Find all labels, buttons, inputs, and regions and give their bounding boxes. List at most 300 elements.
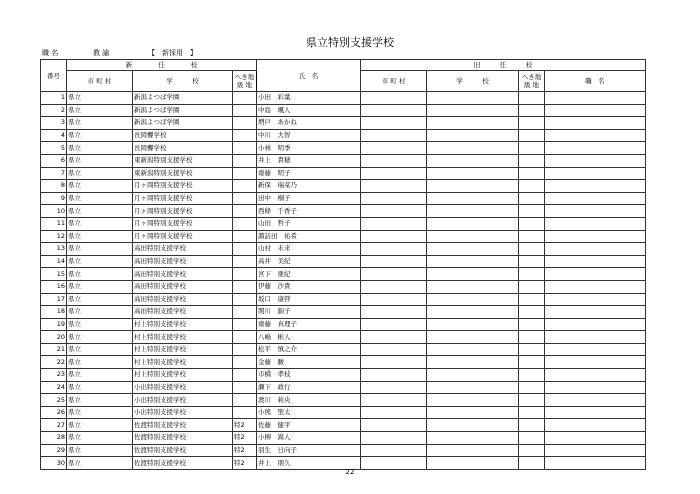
row-number: 4 (41, 129, 67, 142)
row-old-position (545, 104, 646, 117)
row-old-position (545, 142, 646, 155)
row-name: 伊藤 沙貴 (257, 280, 361, 293)
row-city: 県立 (67, 255, 133, 268)
row-old-position (545, 419, 646, 432)
row-city: 県立 (67, 369, 133, 382)
row-old-remote (519, 180, 545, 193)
row-old-city (361, 243, 427, 256)
row-city: 県立 (67, 457, 133, 470)
row-old-remote (519, 306, 545, 319)
row-city: 県立 (67, 180, 133, 193)
table-row (41, 406, 646, 419)
header-new-school-group: 新 任 校 (67, 60, 257, 71)
row-old-position (545, 180, 646, 193)
row-number: 19 (41, 318, 67, 331)
row-old-city (361, 230, 427, 243)
row-city: 県立 (67, 432, 133, 445)
row-old-city (361, 280, 427, 293)
header-old-city: 市 町 村 (361, 71, 427, 92)
row-city: 県立 (67, 205, 133, 218)
row-name: 小熊 聖太 (257, 406, 361, 419)
row-remote (233, 142, 257, 155)
row-number: 11 (41, 217, 67, 230)
row-old-city (361, 419, 427, 432)
row-city: 県立 (67, 117, 133, 130)
row-old-school (427, 205, 519, 218)
row-school: 新潟よつば学園 (133, 117, 233, 130)
row-name: 田中 桐子 (257, 192, 361, 205)
row-remote (233, 217, 257, 230)
row-name: 齋藤 明子 (257, 167, 361, 180)
row-old-remote (519, 255, 545, 268)
row-old-city (361, 129, 427, 142)
table-row (41, 243, 646, 256)
row-old-city (361, 394, 427, 407)
row-old-position (545, 205, 646, 218)
row-city: 県立 (67, 154, 133, 167)
row-old-position (545, 306, 646, 319)
row-name: 八嶋 彬人 (257, 331, 361, 344)
row-old-position (545, 331, 646, 344)
row-old-remote (519, 117, 545, 130)
row-old-school (427, 432, 519, 445)
header-old-remote: へき地 級 地 (519, 71, 545, 92)
row-name: 中川 大智 (257, 129, 361, 142)
table-row (41, 394, 646, 407)
row-old-position (545, 444, 646, 457)
row-old-remote (519, 217, 545, 230)
row-school: 長岡聾学校 (133, 142, 233, 155)
row-number: 25 (41, 394, 67, 407)
row-old-remote (519, 230, 545, 243)
row-number: 7 (41, 167, 67, 180)
row-old-school (427, 419, 519, 432)
row-name: 新保 瑞菜乃 (257, 180, 361, 193)
row-name: 宮下 亜紀 (257, 268, 361, 281)
row-name: 齋藤 真理子 (257, 318, 361, 331)
row-number: 26 (41, 406, 67, 419)
row-old-city (361, 255, 427, 268)
row-old-position (545, 280, 646, 293)
row-old-position (545, 293, 646, 306)
table-row (41, 104, 646, 117)
row-name: 小柳 嵩人 (257, 432, 361, 445)
row-school: 小出特別支援学校 (133, 406, 233, 419)
roster-body (41, 92, 646, 470)
row-school: 高田特別支援学校 (133, 255, 233, 268)
row-school: 佐渡特別支援学校 (133, 457, 233, 470)
row-name: 諏訪田 祐希 (257, 230, 361, 243)
row-number: 27 (41, 419, 67, 432)
category-label: 【 新採用 】 (148, 49, 197, 57)
row-name: 関川 錦子 (257, 306, 361, 319)
table-row (41, 192, 646, 205)
row-remote (233, 306, 257, 319)
table-row (41, 444, 646, 457)
row-name: 羽生 日向子 (257, 444, 361, 457)
table-row (41, 117, 646, 130)
table-row (41, 432, 646, 445)
row-old-school (427, 104, 519, 117)
row-old-school (427, 117, 519, 130)
row-old-school (427, 356, 519, 369)
table-row (41, 92, 646, 105)
table-row (41, 167, 646, 180)
row-city: 県立 (67, 217, 133, 230)
row-city: 県立 (67, 142, 133, 155)
header-old-school: 学 校 (427, 71, 519, 92)
row-name: 松平 慎之介 (257, 343, 361, 356)
row-old-city (361, 217, 427, 230)
row-old-school (427, 318, 519, 331)
row-number: 18 (41, 306, 67, 319)
row-old-position (545, 356, 646, 369)
row-old-school (427, 154, 519, 167)
row-old-position (545, 318, 646, 331)
row-old-remote (519, 369, 545, 382)
table-row (41, 343, 646, 356)
row-old-school (427, 167, 519, 180)
row-old-remote (519, 394, 545, 407)
table-row (41, 180, 646, 193)
row-school: 高田特別支援学校 (133, 268, 233, 281)
row-remote (233, 180, 257, 193)
row-city: 県立 (67, 192, 133, 205)
row-number: 13 (41, 243, 67, 256)
row-old-city (361, 205, 427, 218)
header-name: 氏 名 (257, 60, 361, 92)
row-name: 坂口 康啓 (257, 293, 361, 306)
row-old-school (427, 369, 519, 382)
row-old-remote (519, 205, 545, 218)
row-number: 28 (41, 432, 67, 445)
row-city: 県立 (67, 356, 133, 369)
row-city: 県立 (67, 331, 133, 344)
table-row (41, 293, 646, 306)
row-old-school (427, 306, 519, 319)
row-remote (233, 280, 257, 293)
row-city: 県立 (67, 243, 133, 256)
row-number: 30 (41, 457, 67, 470)
row-school: 村上特別支援学校 (133, 331, 233, 344)
row-name: 増戸 あかね (257, 117, 361, 130)
row-old-school (427, 343, 519, 356)
row-old-remote (519, 243, 545, 256)
row-old-city (361, 268, 427, 281)
header-old-school-group: 旧 任 校 (361, 60, 646, 71)
row-name: 渡川 莉央 (257, 394, 361, 407)
row-remote (233, 369, 257, 382)
table-row (41, 369, 646, 382)
row-old-school (427, 394, 519, 407)
row-old-position (545, 394, 646, 407)
row-city: 県立 (67, 104, 133, 117)
row-old-position (545, 192, 646, 205)
table-row (41, 356, 646, 369)
row-number: 3 (41, 117, 67, 130)
row-old-city (361, 369, 427, 382)
row-old-city (361, 154, 427, 167)
row-school: 村上特別支援学校 (133, 369, 233, 382)
table-row (41, 318, 646, 331)
row-remote: 特2 (233, 444, 257, 457)
row-school: 月ヶ岡特別支援学校 (133, 180, 233, 193)
row-number: 20 (41, 331, 67, 344)
row-name: 小田 彩葉 (257, 92, 361, 105)
row-name: 山田 哲子 (257, 217, 361, 230)
row-old-city (361, 192, 427, 205)
row-old-remote (519, 356, 545, 369)
row-city: 県立 (67, 230, 133, 243)
row-city: 県立 (67, 167, 133, 180)
table-row (41, 142, 646, 155)
row-old-remote (519, 419, 545, 432)
row-city: 県立 (67, 343, 133, 356)
row-remote (233, 381, 257, 394)
row-name: 井上 貴穂 (257, 154, 361, 167)
row-old-position (545, 255, 646, 268)
row-city: 県立 (67, 394, 133, 407)
row-remote (233, 406, 257, 419)
row-name: 金藤 駿 (257, 356, 361, 369)
row-old-position (545, 406, 646, 419)
row-old-city (361, 432, 427, 445)
row-school: 小出特別支援学校 (133, 381, 233, 394)
row-city: 県立 (67, 293, 133, 306)
row-old-remote (519, 142, 545, 155)
row-remote (233, 117, 257, 130)
header-new-city: 市 町 村 (67, 71, 133, 92)
row-number: 5 (41, 142, 67, 155)
row-remote (233, 167, 257, 180)
row-old-remote (519, 154, 545, 167)
row-old-remote (519, 92, 545, 105)
row-remote (233, 92, 257, 105)
row-old-position (545, 369, 646, 382)
row-city: 県立 (67, 280, 133, 293)
row-name: 市橋 孝枝 (257, 369, 361, 382)
row-city: 県立 (67, 129, 133, 142)
row-old-remote (519, 167, 545, 180)
row-old-city (361, 104, 427, 117)
row-number: 10 (41, 205, 67, 218)
row-school: 月ヶ岡特別支援学校 (133, 205, 233, 218)
row-school: 高田特別支援学校 (133, 280, 233, 293)
row-city: 県立 (67, 318, 133, 331)
row-old-school (427, 255, 519, 268)
row-old-school (427, 280, 519, 293)
row-old-position (545, 343, 646, 356)
row-school: 村上特別支援学校 (133, 343, 233, 356)
row-name: 高井 美紀 (257, 255, 361, 268)
row-school: 村上特別支援学校 (133, 356, 233, 369)
row-old-city (361, 117, 427, 130)
row-remote (233, 230, 257, 243)
row-remote: 特2 (233, 457, 257, 470)
table-row (41, 331, 646, 344)
row-number: 21 (41, 343, 67, 356)
row-school: 月ヶ岡特別支援学校 (133, 230, 233, 243)
row-number: 29 (41, 444, 67, 457)
row-old-school (427, 268, 519, 281)
row-old-position (545, 381, 646, 394)
row-old-remote (519, 331, 545, 344)
row-old-school (427, 192, 519, 205)
row-name: 井上 朋久 (257, 457, 361, 470)
table-row (41, 205, 646, 218)
row-remote (233, 268, 257, 281)
row-old-school (427, 230, 519, 243)
row-old-city (361, 444, 427, 457)
table-row (41, 381, 646, 394)
row-city: 県立 (67, 406, 133, 419)
roster-table (40, 59, 646, 470)
row-old-school (427, 142, 519, 155)
row-old-remote (519, 268, 545, 281)
row-old-school (427, 406, 519, 419)
row-old-school (427, 180, 519, 193)
row-old-city (361, 180, 427, 193)
row-name: 西條 千香子 (257, 205, 361, 218)
row-remote (233, 318, 257, 331)
header-new-school: 学 校 (133, 71, 233, 92)
row-city: 県立 (67, 92, 133, 105)
row-old-school (427, 444, 519, 457)
row-remote (233, 243, 257, 256)
row-number: 14 (41, 255, 67, 268)
row-city: 県立 (67, 268, 133, 281)
row-school: 佐渡特別支援学校 (133, 432, 233, 445)
row-remote (233, 205, 257, 218)
row-number: 17 (41, 293, 67, 306)
row-school: 高田特別支援学校 (133, 243, 233, 256)
table-row (41, 154, 646, 167)
job-label: 職 名 (42, 49, 59, 57)
row-old-school (427, 217, 519, 230)
row-old-position (545, 432, 646, 445)
row-number: 16 (41, 280, 67, 293)
row-old-position (545, 230, 646, 243)
page-number: 22 (345, 468, 355, 476)
row-school: 月ヶ岡特別支援学校 (133, 192, 233, 205)
row-old-position (545, 117, 646, 130)
row-remote (233, 356, 257, 369)
row-remote (233, 394, 257, 407)
row-old-city (361, 381, 427, 394)
row-old-remote (519, 129, 545, 142)
row-number: 23 (41, 369, 67, 382)
row-name: 瀬下 政行 (257, 381, 361, 394)
row-old-remote (519, 343, 545, 356)
row-number: 9 (41, 192, 67, 205)
row-old-position (545, 154, 646, 167)
row-name: 中島 颯人 (257, 104, 361, 117)
row-remote (233, 293, 257, 306)
row-school: 小出特別支援学校 (133, 394, 233, 407)
row-name: 佐藤 健平 (257, 419, 361, 432)
row-number: 24 (41, 381, 67, 394)
row-old-school (427, 92, 519, 105)
table-row (41, 280, 646, 293)
row-city: 県立 (67, 306, 133, 319)
row-old-school (427, 243, 519, 256)
row-name: 山村 未来 (257, 243, 361, 256)
row-old-city (361, 331, 427, 344)
row-old-city (361, 343, 427, 356)
row-old-position (545, 92, 646, 105)
row-remote (233, 192, 257, 205)
row-remote: 特2 (233, 432, 257, 445)
row-old-remote (519, 381, 545, 394)
row-old-remote (519, 293, 545, 306)
row-city: 県立 (67, 419, 133, 432)
table-row (41, 230, 646, 243)
row-old-city (361, 167, 427, 180)
row-school: 村上特別支援学校 (133, 318, 233, 331)
row-old-city (361, 92, 427, 105)
row-school: 佐渡特別支援学校 (133, 419, 233, 432)
row-school: 新潟よつば学園 (133, 92, 233, 105)
row-old-school (427, 293, 519, 306)
row-number: 22 (41, 356, 67, 369)
row-old-city (361, 306, 427, 319)
row-remote (233, 104, 257, 117)
row-number: 1 (41, 92, 67, 105)
row-name: 小林 明季 (257, 142, 361, 155)
row-school: 東新潟特別支援学校 (133, 154, 233, 167)
header-old-position: 職 名 (545, 71, 646, 92)
header-no: 番号 (41, 60, 67, 92)
row-old-remote (519, 444, 545, 457)
table-row (41, 129, 646, 142)
row-number: 2 (41, 104, 67, 117)
row-remote (233, 154, 257, 167)
row-school: 高田特別支援学校 (133, 293, 233, 306)
row-old-remote (519, 432, 545, 445)
row-old-position (545, 167, 646, 180)
row-old-position (545, 129, 646, 142)
row-old-school (427, 331, 519, 344)
row-number: 6 (41, 154, 67, 167)
row-school: 佐渡特別支援学校 (133, 444, 233, 457)
row-number: 15 (41, 268, 67, 281)
page-title: 県立特別支援学校 (306, 36, 394, 49)
row-old-school (427, 381, 519, 394)
row-school: 新潟よつば学園 (133, 104, 233, 117)
table-row (41, 217, 646, 230)
row-remote: 特2 (233, 419, 257, 432)
row-school: 月ヶ岡特別支援学校 (133, 217, 233, 230)
row-old-position (545, 268, 646, 281)
job-value: 教 諭 (93, 49, 110, 57)
row-old-remote (519, 318, 545, 331)
row-old-school (427, 129, 519, 142)
table-row (41, 268, 646, 281)
row-old-remote (519, 280, 545, 293)
row-number: 12 (41, 230, 67, 243)
row-remote (233, 255, 257, 268)
row-city: 県立 (67, 444, 133, 457)
row-school: 高田特別支援学校 (133, 306, 233, 319)
row-old-remote (519, 192, 545, 205)
row-old-city (361, 356, 427, 369)
row-city: 県立 (67, 381, 133, 394)
table-row (41, 419, 646, 432)
row-school: 長岡聾学校 (133, 129, 233, 142)
row-remote (233, 343, 257, 356)
row-old-city (361, 142, 427, 155)
row-old-city (361, 318, 427, 331)
